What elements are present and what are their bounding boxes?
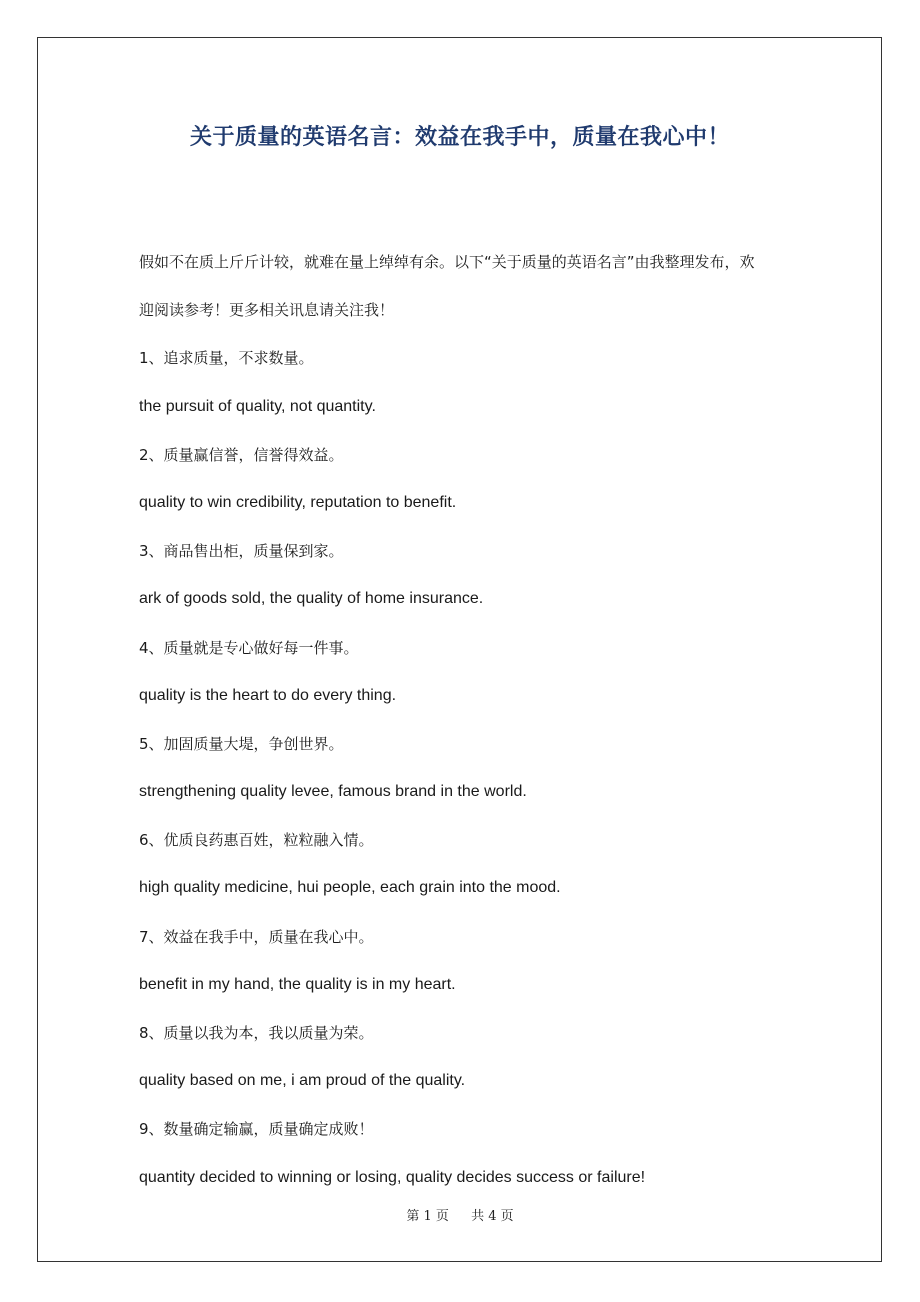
quote-en: quality is the heart to do every thing.: [139, 686, 397, 704]
quote-cn: 1、追求质量，不求数量。: [139, 349, 314, 368]
quote-en: high quality medicine, hui people, each grain into the mood.: [139, 879, 561, 897]
quote-en: quality to win credibility, reputation to benefit.: [139, 493, 457, 511]
quote-cn: 2、质量赢信誉，信誉得效益。: [139, 445, 344, 464]
quote-en: benefit in my hand, the quality is in my heart.: [139, 975, 456, 993]
page-total: 共 4 页: [471, 1209, 514, 1224]
quote-en: strengthening quality levee, famous brand in the world.: [139, 783, 527, 801]
quote-en: quality based on me, i am proud of the quality.: [139, 1072, 466, 1090]
quote-cn: 8、质量以我为本，我以质量为荣。: [139, 1024, 374, 1042]
intro-line-1: 假如不在质上斤斤计较，就难在量上绰绰有余。以下“关于质量的英语名言”由我整理发布，欢: [139, 253, 755, 271]
quote-cn: 4、质量就是专心做好每一件事。: [139, 638, 359, 657]
page-number: 第 1 页: [406, 1209, 449, 1224]
quote-cn: 5、加固质量大堤，争创世界。: [139, 734, 344, 753]
quote-cn: 6、优质良药惠百姓，粒粒融入情。: [139, 831, 374, 850]
quote-cn: 9、数量确定输赢，质量确定成败！: [139, 1120, 374, 1139]
quote-en: quantity decided to winning or losing, quality decides success or failure!: [139, 1168, 646, 1186]
document-body: [139, 238, 789, 1202]
quote-cn: 3、商品售出柜，质量保到家。: [139, 542, 344, 561]
document-title: 关于质量的英语名言：效益在我手中，质量在我心中！: [189, 125, 730, 150]
quote-en: ark of goods sold, the quality of home insurance.: [139, 590, 484, 608]
intro-line-2: 迎阅读参考！更多相关讯息请关注我！: [139, 301, 395, 320]
quote-cn: 7、效益在我手中，质量在我心中。: [139, 927, 374, 946]
page-footer: [0, 1205, 920, 1224]
quote-en: the pursuit of quality, not quantity.: [139, 397, 376, 415]
